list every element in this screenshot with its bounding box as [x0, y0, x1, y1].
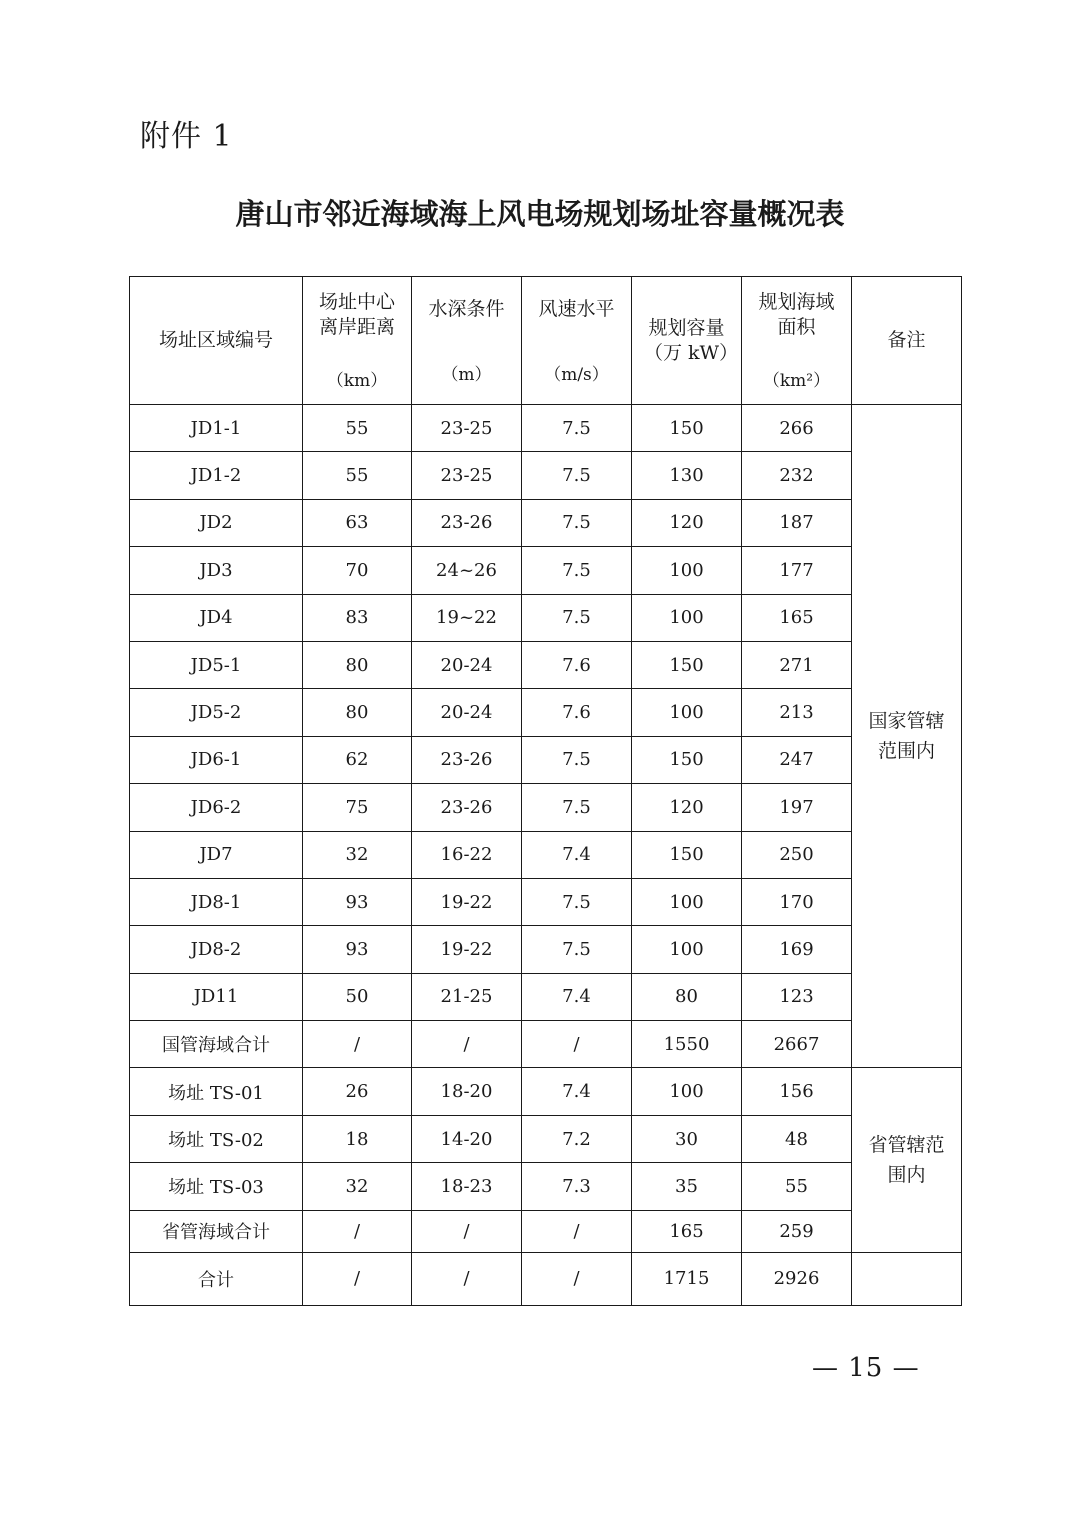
site-id-cell: JD5-1 [130, 641, 303, 688]
table-row [130, 1163, 962, 1210]
area-cell: 250 [742, 831, 852, 878]
capacity-cell: 120 [632, 499, 742, 546]
capacity-cell: 35 [632, 1163, 742, 1210]
distance-cell: 26 [303, 1068, 412, 1115]
provincial-subtotal-row [130, 1210, 962, 1252]
distance-cell: 62 [303, 736, 412, 783]
table-row [130, 1068, 962, 1115]
area-cell: 55 [742, 1163, 852, 1210]
distance-cell: 55 [303, 452, 412, 499]
area-cell: 170 [742, 878, 852, 925]
national-subtotal-row [130, 1021, 962, 1068]
table-row [130, 547, 962, 594]
table-row [130, 499, 962, 546]
area-cell: 232 [742, 452, 852, 499]
distance-cell: / [303, 1021, 412, 1068]
wind-speed-cell: 7.4 [522, 1068, 632, 1115]
area-cell: 165 [742, 594, 852, 641]
site-id-cell: 合计 [130, 1252, 303, 1305]
header-cell: 风速水平 （m/s） [522, 277, 632, 405]
site-id-cell: JD5-2 [130, 689, 303, 736]
header-cell: 备注 [852, 277, 962, 405]
depth-cell: 21-25 [412, 973, 522, 1020]
table-row [130, 973, 962, 1020]
distance-cell: 50 [303, 973, 412, 1020]
depth-cell: / [412, 1210, 522, 1252]
depth-cell: 23-26 [412, 736, 522, 783]
distance-cell: / [303, 1210, 412, 1252]
site-id-cell: JD3 [130, 547, 303, 594]
capacity-cell: 120 [632, 784, 742, 831]
page-title: 唐山市邻近海域海上风电场规划场址容量概况表 [235, 197, 845, 231]
wind-speed-cell: 7.4 [522, 831, 632, 878]
capacity-cell: 1715 [632, 1252, 742, 1305]
depth-cell: 20-24 [412, 689, 522, 736]
site-id-cell: JD6-2 [130, 784, 303, 831]
site-id-cell: 省管海域合计 [130, 1210, 303, 1252]
wind-speed-cell: 7.2 [522, 1115, 632, 1162]
distance-cell: 55 [303, 405, 412, 452]
depth-cell: 18-23 [412, 1163, 522, 1210]
note-national: 国家管辖范围内 [852, 405, 962, 1068]
wind-speed-cell: 7.4 [522, 973, 632, 1020]
capacity-cell: 130 [632, 452, 742, 499]
depth-cell: 23-25 [412, 405, 522, 452]
site-id-cell: JD6-1 [130, 736, 303, 783]
note-empty-cell [852, 1252, 962, 1305]
area-cell: 169 [742, 926, 852, 973]
area-cell: 187 [742, 499, 852, 546]
wind-speed-cell: 7.5 [522, 736, 632, 783]
capacity-cell: 150 [632, 641, 742, 688]
capacity-cell: 150 [632, 831, 742, 878]
site-id-cell: JD7 [130, 831, 303, 878]
depth-cell: 19~22 [412, 594, 522, 641]
depth-cell: 18-20 [412, 1068, 522, 1115]
distance-cell: / [303, 1252, 412, 1305]
wind-speed-cell: 7.5 [522, 594, 632, 641]
distance-cell: 18 [303, 1115, 412, 1162]
site-capacity-table [129, 276, 962, 1306]
site-id-cell: JD1-2 [130, 452, 303, 499]
wind-speed-cell: / [522, 1210, 632, 1252]
area-cell: 266 [742, 405, 852, 452]
site-id-cell: JD8-2 [130, 926, 303, 973]
site-id-cell: 场址 TS-02 [130, 1115, 303, 1162]
wind-speed-cell: / [522, 1252, 632, 1305]
table-row [130, 594, 962, 641]
table-header-row [130, 277, 962, 405]
capacity-cell: 100 [632, 594, 742, 641]
distance-cell: 32 [303, 831, 412, 878]
table-row [130, 452, 962, 499]
site-id-cell: JD1-1 [130, 405, 303, 452]
area-cell: 247 [742, 736, 852, 783]
capacity-cell: 150 [632, 736, 742, 783]
site-id-cell: 场址 TS-01 [130, 1068, 303, 1115]
header-cell: 规划容量（万 kW） [632, 277, 742, 405]
distance-cell: 83 [303, 594, 412, 641]
capacity-cell: 100 [632, 878, 742, 925]
site-id-cell: JD4 [130, 594, 303, 641]
table-row [130, 405, 962, 452]
distance-cell: 80 [303, 689, 412, 736]
capacity-cell: 100 [632, 1068, 742, 1115]
capacity-cell: 100 [632, 547, 742, 594]
capacity-cell: 150 [632, 405, 742, 452]
depth-cell: 20-24 [412, 641, 522, 688]
table-row [130, 878, 962, 925]
area-cell: 213 [742, 689, 852, 736]
site-id-cell: JD11 [130, 973, 303, 1020]
depth-cell: 24~26 [412, 547, 522, 594]
site-id-cell: 国管海域合计 [130, 1021, 303, 1068]
note-provincial: 省管辖范围内 [852, 1068, 962, 1252]
site-id-cell: JD2 [130, 499, 303, 546]
table-row [130, 1115, 962, 1162]
wind-speed-cell: 7.6 [522, 689, 632, 736]
wind-speed-cell: 7.6 [522, 641, 632, 688]
table-row [130, 926, 962, 973]
header-cell: 规划海域面积 （km²） [742, 277, 852, 405]
capacity-cell: 100 [632, 926, 742, 973]
area-cell: 2667 [742, 1021, 852, 1068]
area-cell: 2926 [742, 1252, 852, 1305]
distance-cell: 80 [303, 641, 412, 688]
table-row [130, 641, 962, 688]
area-cell: 156 [742, 1068, 852, 1115]
area-cell: 271 [742, 641, 852, 688]
distance-cell: 93 [303, 878, 412, 925]
area-cell: 259 [742, 1210, 852, 1252]
attachment-label: 附件 1 [140, 119, 233, 154]
page-number: — 15 — [812, 1353, 920, 1383]
area-cell: 48 [742, 1115, 852, 1162]
capacity-cell: 1550 [632, 1021, 742, 1068]
header-cell: 场址中心离岸距离 （km） [303, 277, 412, 405]
wind-speed-cell: 7.5 [522, 878, 632, 925]
grand-total-row [130, 1252, 962, 1305]
area-cell: 177 [742, 547, 852, 594]
site-id-cell: 场址 TS-03 [130, 1163, 303, 1210]
wind-speed-cell: 7.5 [522, 452, 632, 499]
wind-speed-cell: 7.5 [522, 547, 632, 594]
header-cell: 场址区域编号 [130, 277, 303, 405]
depth-cell: 23-26 [412, 784, 522, 831]
header-cell: 水深条件 （m） [412, 277, 522, 405]
depth-cell: 23-25 [412, 452, 522, 499]
area-cell: 123 [742, 973, 852, 1020]
depth-cell: 23-26 [412, 499, 522, 546]
depth-cell: / [412, 1021, 522, 1068]
site-id-cell: JD8-1 [130, 878, 303, 925]
area-cell: 197 [742, 784, 852, 831]
wind-speed-cell: 7.3 [522, 1163, 632, 1210]
depth-cell: 14-20 [412, 1115, 522, 1162]
table-row [130, 736, 962, 783]
wind-speed-cell: 7.5 [522, 926, 632, 973]
wind-speed-cell: 7.5 [522, 784, 632, 831]
table-row [130, 831, 962, 878]
capacity-cell: 165 [632, 1210, 742, 1252]
depth-cell: 19-22 [412, 926, 522, 973]
distance-cell: 93 [303, 926, 412, 973]
depth-cell: 19-22 [412, 878, 522, 925]
wind-speed-cell: / [522, 1021, 632, 1068]
capacity-cell: 80 [632, 973, 742, 1020]
distance-cell: 32 [303, 1163, 412, 1210]
capacity-cell: 100 [632, 689, 742, 736]
table-row [130, 784, 962, 831]
distance-cell: 63 [303, 499, 412, 546]
distance-cell: 75 [303, 784, 412, 831]
distance-cell: 70 [303, 547, 412, 594]
wind-speed-cell: 7.5 [522, 405, 632, 452]
capacity-cell: 30 [632, 1115, 742, 1162]
depth-cell: / [412, 1252, 522, 1305]
table-row [130, 689, 962, 736]
depth-cell: 16-22 [412, 831, 522, 878]
wind-speed-cell: 7.5 [522, 499, 632, 546]
